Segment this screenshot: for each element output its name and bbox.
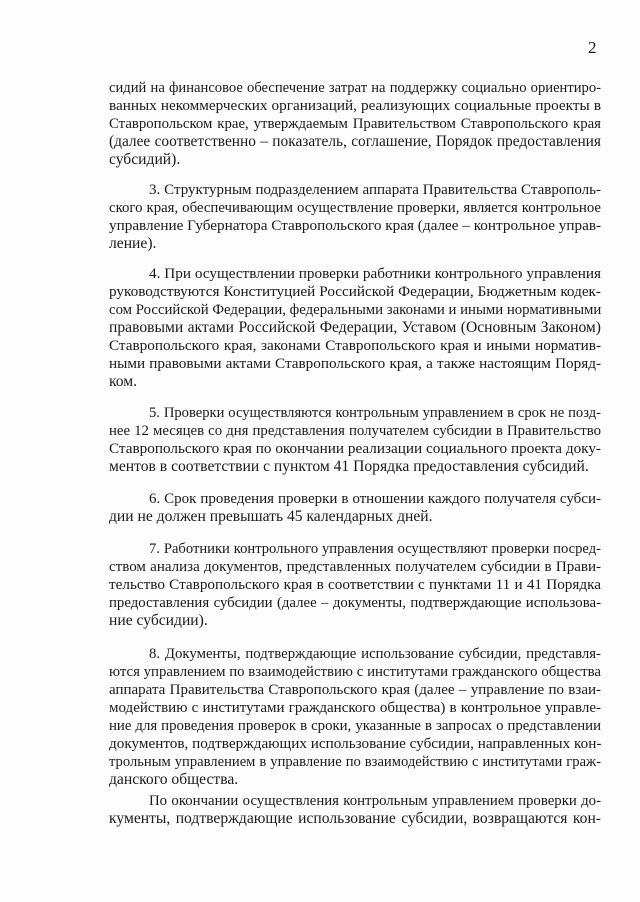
text-line: ком. [109, 373, 138, 390]
paragraph-7 [109, 540, 601, 630]
text-line: ние для проведения проверок в сроки, указанные в запросах о представлении [109, 718, 601, 734]
text-line: ством анализа документов, представленных получателем субсидии в Прави- [109, 559, 601, 575]
paragraph-4 [109, 265, 601, 391]
text-line: ского края, обеспечивающим осуществление проверки, является контрольное [109, 200, 601, 216]
text-line: документов, подтверждающих использование субсидии, направленных кон- [109, 735, 602, 752]
paragraph-final [109, 792, 601, 828]
paragraph-3 [109, 181, 601, 253]
text-line: сидий на финансовое обеспечение затрат на поддержку социально ориентиро- [109, 80, 601, 96]
text-line: Ставропольского края по окончании реализации социального проекта доку- [109, 440, 601, 457]
text-line: субсидий). [109, 151, 181, 168]
text-line: дии не должен превышать 45 календарных дней. [109, 508, 433, 525]
text-line: Ставропольском крае, утверждаемым Правительством Ставропольского края [109, 116, 601, 132]
text-line: данского общества. [109, 771, 239, 788]
paragraph-continuation [109, 79, 601, 169]
text-line: 4. При осуществлении проверки работники контрольного управления [149, 265, 601, 282]
text-line: ментов в соответствии с пунктом 41 Порядка предоставления субсидий. [109, 458, 589, 475]
text-line: тельство Ставропольского края в соответствии с пунктами 11 и 41 Порядка [109, 576, 601, 593]
paragraph-5 [109, 404, 601, 476]
paragraph-6 [109, 490, 601, 526]
text-line: ление). [109, 235, 157, 252]
text-line: По окончании осуществления контрольным управлением проверки до- [149, 793, 601, 809]
text-line: правовыми актами Российской Федерации, Уставом (Основным Законом) [109, 319, 601, 336]
text-line: нее 12 месяцев со дня представления получателем субсидии в Правительство [109, 423, 601, 439]
text-line: трольным управлением в управление по взаимодействию с институтами граж- [109, 754, 601, 770]
text-line: кументы, подтверждающие использование субсидии, возвращаются кон- [109, 810, 601, 827]
text-line: аппарата Правительства Ставропольского края (далее – управление по взаи- [109, 682, 601, 698]
text-line: Ставропольского края, законами Ставропольского края и иными норматив- [109, 337, 601, 354]
text-line: управление Губернатора Ставропольского края (далее – контрольное управ- [109, 217, 602, 234]
text-line: сом Российской Федерации, федеральными законами и иными нормативными [109, 302, 602, 318]
text-line: 7. Работники контрольного управления осуществляют проверки посред- [149, 541, 601, 557]
paragraph-8 [109, 645, 601, 789]
text-line: 8. Документы, подтверждающие использование субсидии, представля- [149, 646, 601, 662]
text-line: ние субсидии). [109, 612, 208, 629]
text-line: (далее соответственно – показатель, соглашение, Порядок предоставления [109, 133, 601, 150]
text-line: предоставления субсидии (далее – документы, подтверждающие использова- [109, 595, 601, 611]
text-line: ными правовыми актами Ставропольского края, а также настоящим Поряд- [109, 355, 601, 372]
page-number: 2 [588, 38, 597, 57]
text-line: модействию с институтами гражданского общества) в контрольное управле- [109, 700, 601, 716]
text-line: 6. Срок проведения проверки в отношении каждого получателя субси- [149, 491, 601, 507]
text-line: руководствуются Конституцией Российской Федерации, Бюджетным кодек- [109, 283, 601, 300]
text-line: 3. Структурным подразделением аппарата Правительства Ставрополь- [149, 182, 601, 198]
text-line: 5. Проверки осуществляются контрольным управлением в срок не позд- [149, 405, 601, 421]
text-line: ванных некоммерческих организаций, реализующих социальные проекты в [109, 97, 601, 114]
text-line: ются управлением по взаимодействию с институтами гражданского общества [109, 664, 601, 680]
